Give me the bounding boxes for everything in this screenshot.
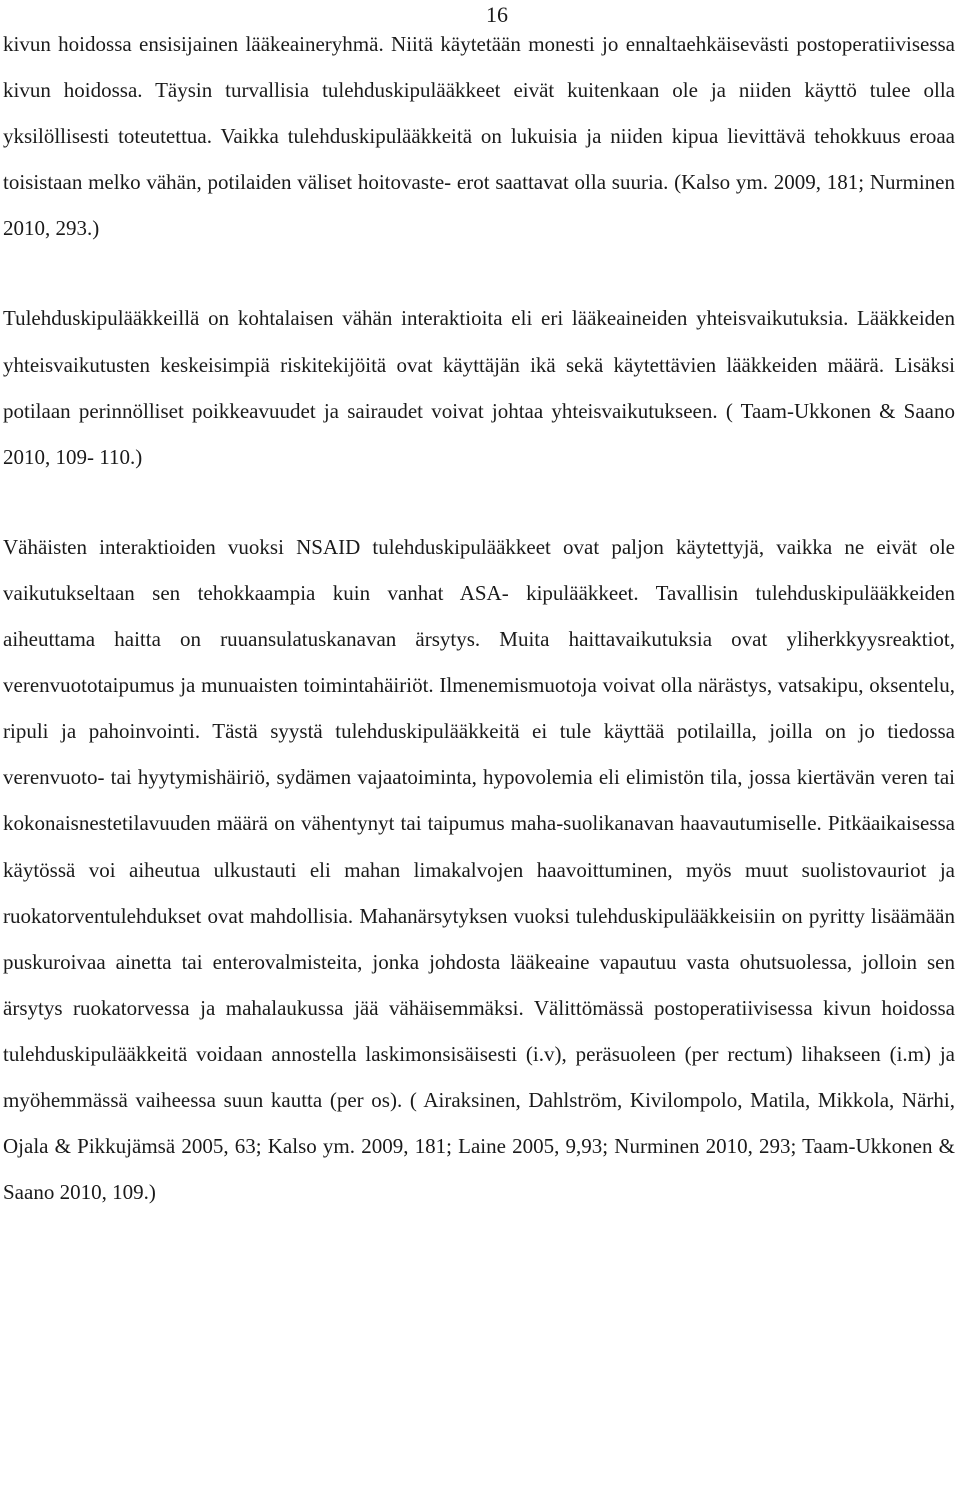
page-number: 16 xyxy=(486,2,508,27)
document-body xyxy=(3,21,955,1215)
paragraph-interactions: Tulehduskipulääkkeillä on kohtalaisen vähän interaktioita eli eri lääkeaineiden yhteisvaikutuksia. Lääkkeiden yhteisvaikutusten keskeisimpiä riskitekijöitä ovat käyttäjän ikä sekä käytettävien lääkkeiden määrä. Lisäksi potilaan perinnölliset poikkeavuudet ja sairaudet voivat johtaa yhteisvaikutukseen. ( Taam-Ukkonen & Saano 2010, 109- 110.) xyxy=(3,306,955,469)
paragraph-nsaid-intro: kivun hoidossa ensisijainen lääkeaineryhmä. Niitä käytetään monesti jo ennaltaehkäisevästi postoperatiivisessa kivun hoidossa. Täysin turvallisia tulehduskipulääkkeet eivät kuitenkaan ole ja niiden käyttö tulee olla yksilöllisesti toteutettua. Vaikka tulehduskipulääkkeitä on lukuisia ja niiden kipua lievittävä tehokkuus eroaa toisistaan melko vähän, potilaiden väliset hoitovaste- erot saattavat olla suuria. (Kalso ym. 2009, 181; Nurminen 2010, 293.) xyxy=(3,32,955,241)
paragraph-side-effects: Vähäisten interaktioiden vuoksi NSAID tulehduskipulääkkeet ovat paljon käytettyjä, vaikka ne eivät ole vaikutukseltaan sen tehokkaampia kuin vanhat ASA- kipulääkkeet. Tavallisin tulehduskipulääkkeiden aiheuttama haitta on ruuansulatuskanavan ärsytys. Muita haittavaikutuksia ovat yliherkkyysreaktiot, verenvuototaipumus ja munuaisten toimintahäiriöt. Ilmenemismuotoja voivat olla närästys, vatsakipu, oksentelu, ripuli ja pahoinvointi. Tästä syystä tulehduskipulääkkeitä ei tule käyttää potilailla, joilla on jo tiedossa verenvuoto- tai hyytymishäiriö, sydämen vajaatoiminta, hypovolemia eli elimistön tila, jossa kiertävän veren tai kokonaisnestetilavuuden määrä on vähentynyt tai taipumus maha-suolikanavan haavautumiselle. Pitkäaikaisessa käytössä voi aiheutua ulkustauti eli mahan limakalvojen haavoittuminen, myös muut suolistovauriot ja ruokatorventulehdukset ovat mahdollisia. Mahanärsytyksen vuoksi tulehduskipulääkkeisiin on pyritty lisäämään puskuroivaa ainetta tai enterovalmisteita, jonka johdosta lääkeaine vapautuu vasta ohutsuolessa, jolloin sen ärsytys ruokatorvessa ja mahalaukussa jää vähäisemmäksi. Välittömässä postoperatiivisessa kivun hoidossa tulehduskipulääkkeitä voidaan annostella laskimonsisäisesti (i.v), peräsuoleen (per rectum) lihakseen (i.m) ja myöhemmässä vaiheessa suun kautta (per os). ( Airaksinen, Dahlström, Kivilompolo, Matila, Mikkola, Närhi, Ojala & Pikkujämsä 2005, 63; Kalso ym. 2009, 181; Laine 2005, 9,93; Nurminen 2010, 293; Taam-Ukkonen & Saano 2010, 109.) xyxy=(3,534,955,1205)
